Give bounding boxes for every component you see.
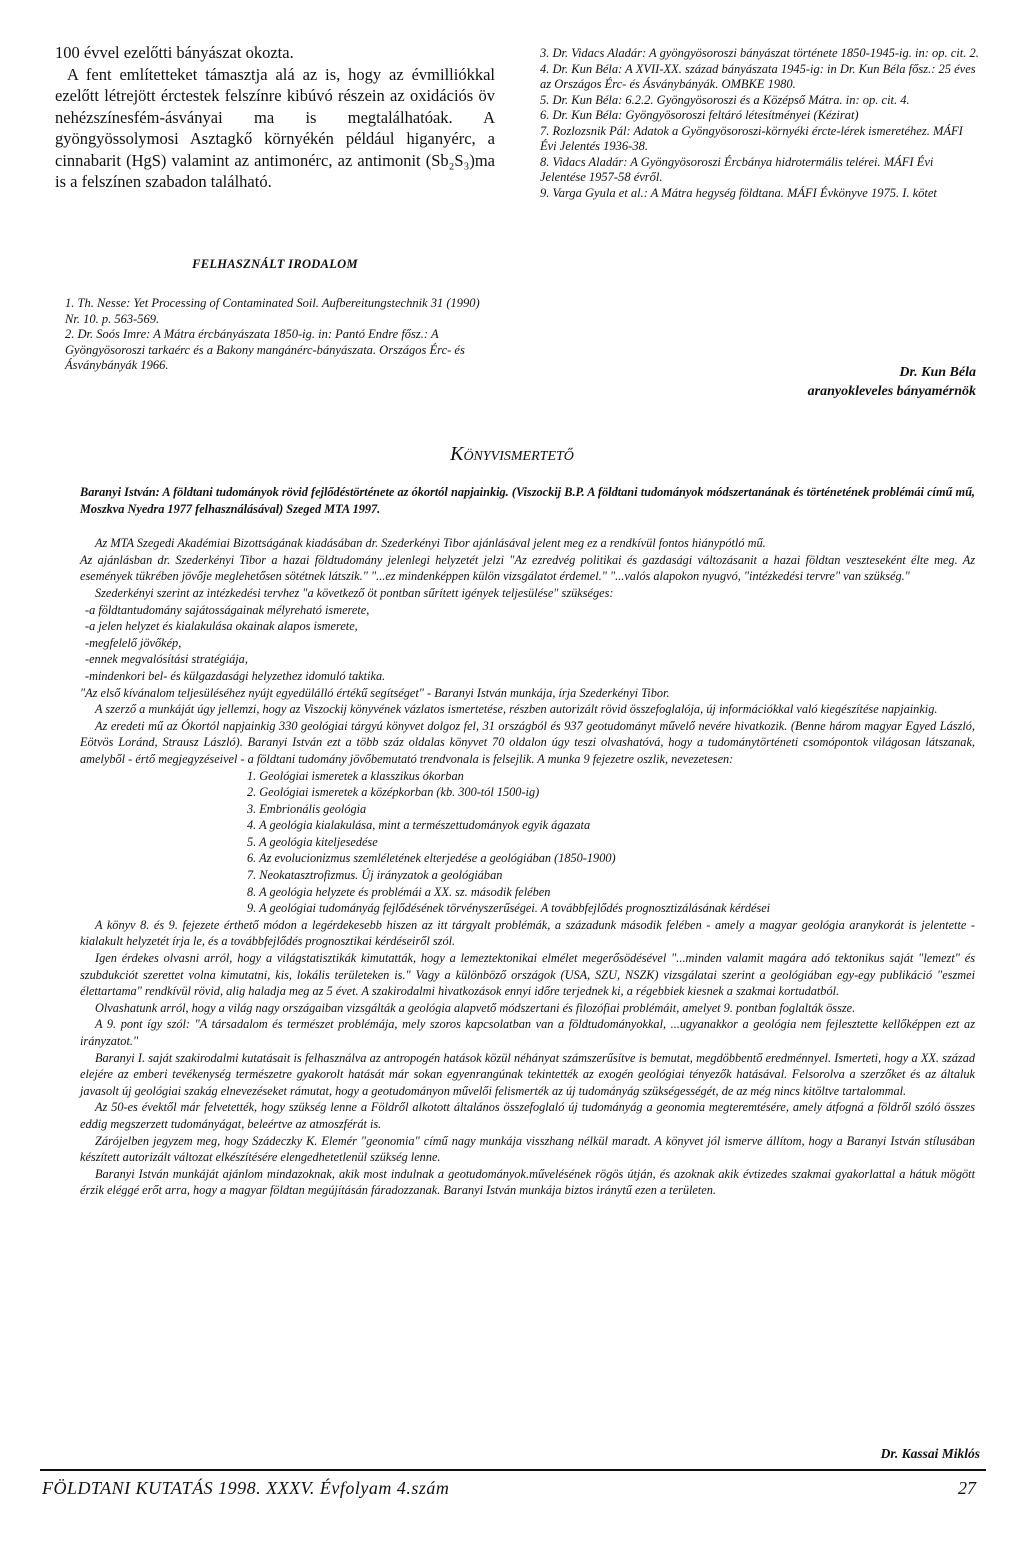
review-body — [80, 484, 975, 1199]
reference-item: 8. Vidacs Aladár: A Gyöngyösoroszi Ércbánya hidrotermális telérei. MÁFI Évi Jelentése 1957-58 évről. — [540, 154, 934, 184]
chapter-item: 1. Geológiai ismeretek a klasszikus ókorban — [247, 768, 464, 783]
review-signature: Dr. Kassai Miklós — [880, 1446, 980, 1461]
article-author — [700, 363, 976, 401]
reference-item: 2. Dr. Soós Imre: A Mátra ércbányászata 1850-ig. in: Pantó Endre fősz.: A Gyöngyösoroszi tarkaérc és a Bakony mangánérc-bányászata. Országos Érc- és Ásványbányák 1966. — [65, 327, 465, 372]
list-item: -a földtantudomány sajátosságainak mélyreható ismerete, — [85, 602, 370, 617]
paragraph: Az 50-es évektől már felvetették, hogy szükség lenne a Földről alkotott általános összefoglaló új tudományág a geonomia megteremtésére, amely átfogná a földről szóló összes eddig megszerzett tudományágat, beleértve az atmoszférát is. — [80, 1100, 975, 1131]
left-column-text — [55, 42, 495, 193]
reference-item: 6. Dr. Kun Béla: Gyöngyösoroszi feltáró létesítményei (Kézirat) — [540, 108, 859, 122]
paragraph: A szerző a munkáját úgy jellemzi, hogy az Viszockij könyvének vázlatos ismertetése, részben autorizált rövid összefoglalója, új információkkal való kiegészítése napjainkig. — [95, 702, 938, 717]
paragraph: Igen érdekes olvasni arról, hogy a világstatisztikák kimutatták, hogy a lemeztektonikai elmélet megerősödésével "...minden valamit magára adó tektonikus saját "lemezt" és szubdukciót szerettet volna kimutatni, kis, lokális területeken is." Vagy a különböző országok (USA, SZU, NSZK) vizsgálatai szerint a geológiában egy-egy publikáció "eszmei élettartama" rendkívül rövid, alig haladja meg az 5 évet. A szakirodalmi hivatkozások ennyi időre terjednek ki, a régebbiek kiesnek a szakmai kortudatból. — [80, 951, 975, 999]
reference-item: 9. Varga Gyula et al.: A Mátra hegység földtana. MÁFI Évkönyve 1975. I. kötet — [540, 185, 937, 200]
list-item: -megfelelő jövőkép, — [85, 635, 182, 650]
paragraph: 100 évvel ezelőtti bányászat okozta. — [55, 43, 294, 62]
review-section-title — [0, 443, 1024, 466]
paragraph: Az MTA Szegedi Akadémiai Bizottságának kiadásában dr. Szederkényi Tibor ajánlásával jelent meg ez a rendkívül fontos hiánypótló mű. — [95, 536, 766, 551]
paragraph: Az eredeti mű az Ókortól napjainkig 330 geológiai tárgyú könyvet dolgoz fel, 31 országból és 937 geotudományt művelő nevére hivatkozik. (Benne három magyar Egyed László, Eötvös Loránd, Strausz László). Baranyi István ezt a több száz oldalas könyvet 70 oldalon úgy teszi olvashatóvá, hogy a tudománytörténeti csomópontok világosan látszanak, amelyből - értő megjegyzéseivel - a földtani tudomány jövőbemutató trendvonala is felsejlik. A munka 9 fejezetre oszlik, nevezetesen: — [80, 718, 975, 766]
reference-item: 3. Dr. Vidacs Aladár: A gyöngyösoroszi bányászat története 1850-1945-ig. in: op. cit. 2. — [540, 46, 979, 60]
author-name: Dr. Kun Béla — [899, 365, 976, 380]
literature-title: FELHASZNÁLT IRODALOM — [192, 257, 358, 271]
footer-rule — [40, 1469, 986, 1471]
journal-footer: FÖLDTANI KUTATÁS 1998. XXXV. Évfolyam 4.szám — [42, 1478, 450, 1498]
chapter-item: 2. Geológiai ismeretek a középkorban (kb. 300-tól 1500-ig) — [247, 785, 540, 800]
review-intro: Baranyi István: A földtani tudományok rövid fejlődéstörténete az ókortól napjainkig. (Viszockij B.P. A földtani tudományok módszertanának és történetének problémái című mű, Moszkva Nyedra 1977 felhasználásával) Szeged MTA 1997. — [80, 485, 975, 516]
author-title: aranyokleveles bányamérnök — [807, 384, 976, 399]
chapter-item: 5. A geológia kiteljesedése — [247, 834, 378, 849]
chapter-item: 3. Embrionális geológia — [247, 801, 367, 816]
chapter-item: 8. A geológia helyzete és problémái a XX. sz. második felében — [247, 884, 551, 899]
list-item: -mindenkori bel- és külgazdasági helyzethez idomuló taktika. — [85, 668, 386, 683]
chapter-list — [80, 768, 975, 917]
review-title-rest: ÖNYVISMERTETŐ — [463, 449, 574, 464]
chapter-item: 6. Az evolucionizmus szemléletének elterjedése a geológiában (1850-1900) — [247, 851, 616, 866]
chapter-item: 7. Neokatasztrofizmus. Új irányzatok a geológiában — [247, 868, 503, 883]
reference-item: 7. Rozlozsnik Pál: Adatok a Gyöngyösoroszi-környéki ércte-lérek ismeretéhez. MÁFI Évi Jelentés 1936-38. — [540, 123, 963, 153]
paragraph: Baranyi István munkáját ajánlom mindazoknak, akik most indulnak a geotudományok.művelésének rögös útján, és azoknak akik évtizedes szakmai gyakorlattal a hátuk mögött érzik eléggé erőt arra, hogy a magyar földtan megújításán fáradozzanak. Baranyi István munkája biztos iránytű ezen a területen. — [80, 1166, 975, 1198]
paragraph: "Az első kívánalom teljesüléséhez nyújt egyedülálló értékű segítséget" - Baranyi István munkája, írja Szederkényi Tibor. — [80, 685, 670, 700]
review-title-initial: K — [450, 443, 464, 465]
chapter-item: 9. A geológiai tudományág fejlődésének törvényszerűségei. A továbbfejlődés prognosztizálásának kérdései — [247, 901, 771, 916]
paragraph: Szederkényi szerint az intézkedési tervhez "a következő öt pontban sűrített igények teljesülése" szükséges: — [95, 585, 614, 600]
paragraph: A fent említetteket támasztja alá az is, hogy az évmilliókkal ezelőtt létrejött érctestek felszínre kibúvó részein az oxidációs öv nehézszínesfém-ásványai ma is megtalálhatóak. A gyöngyössolymosi Asztagkő környékén például higanyérc, a cinnabarit (HgS) valamint az antimonérc, az antimonit (Sb₂S₃)ma is a felszínen szabadon található. — [55, 64, 495, 191]
list-item: -ennek megvalósítási stratégiája, — [85, 652, 248, 667]
reference-list-right — [540, 46, 980, 201]
paragraph: A 9. pont így szól: "A társadalom és természet problémája, mely szoros kapcsolatban van a földtudományokkal, ...ugyanakkor a geológia nem fejlesztette kellőképpen ezt az irányzatot." — [80, 1017, 975, 1048]
paragraph: Zárójelben jegyzem meg, hogy Szádeczky K. Elemér "geonomia" című nagy munkája visszhang nélkül maradt. A könyvet jól ismerve állítom, hogy a Baranyi István stílusában készített autorizált változat elkészítésére elengedhetetlenül szükség lenne. — [80, 1133, 975, 1165]
reference-item: 4. Dr. Kun Béla: A XVII-XX. század bányászata 1945-ig: in Dr. Kun Béla fősz.: 25 éves az Országos Érc- és Ásványbányák. OMBKE 1980. — [540, 61, 976, 91]
paragraph: Baranyi I. saját szakirodalmi kutatásait is felhasználva az antropogén hatások közül néhányat számszerűsítve is bemutat, megdöbbentő eredménnyel. Ismerteti, hogy a XX. század elejére az emberi tevékenység természetre gyakorolt hatását már sokan egyenrangúnak tekintették az exogén geológiai tényezők hatásával. Felsorolva a szerzőket és az általuk javasolt új geológiai szakág elnevezéseket rámutat, hogy a geotudományon művelői felismerték az új tudományág szükségességét, de az még nincs kitöltve tartalommal. — [80, 1050, 975, 1098]
paragraph: Olvashatunk arról, hogy a világ nagy országaiban vizsgálták a geológia alapvető módszertani és filozófiai problémáit, amelyet 9. pontban foglalták össze. — [95, 1000, 856, 1015]
chapter-item: 4. A geológia kialakulása, mint a természettudományok egyik ágazata — [247, 818, 591, 833]
reference-list-left — [65, 296, 495, 374]
paragraph: Az ajánlásban dr. Szederkényi Tibor a hazai földtudomány jelenlegi helyzetét jelzi "Az ezredvég politikai és gazdasági változásanit a hazai földtan veszteseként élte meg. Az események tükrében jövője meglehetősen sötétnek látszik." "...ez mindenképpen külön vizsgálatot érdemel." "...valós alapokon nyugvó, "intézkedési tervre" van szükség." — [80, 552, 975, 584]
reference-item: 5. Dr. Kun Béla: 6.2.2. Gyöngyösoroszi és a Középső Mátra. in: op. cit. 4. — [540, 92, 910, 107]
reference-item: 1. Th. Nesse: Yet Processing of Contaminated Soil. Aufbereitungstechnik 31 (1990) Nr. 10. p. 563-569. — [65, 296, 480, 326]
list-item: -a jelen helyzet és kialakulása okainak alapos ismerete, — [85, 619, 358, 634]
paragraph: A könyv 8. és 9. fejezete érthető módon a legérdekesebb hiszen az itt tárgyalt problémák, a századunk második felében - amely a magyar geológia aranykorát is jelentette - kialakult helyzetét írja le, és a továbbfejlődés prognosztikai kérdéseiről szól. — [80, 917, 975, 949]
page-number: 27 — [958, 1478, 976, 1498]
